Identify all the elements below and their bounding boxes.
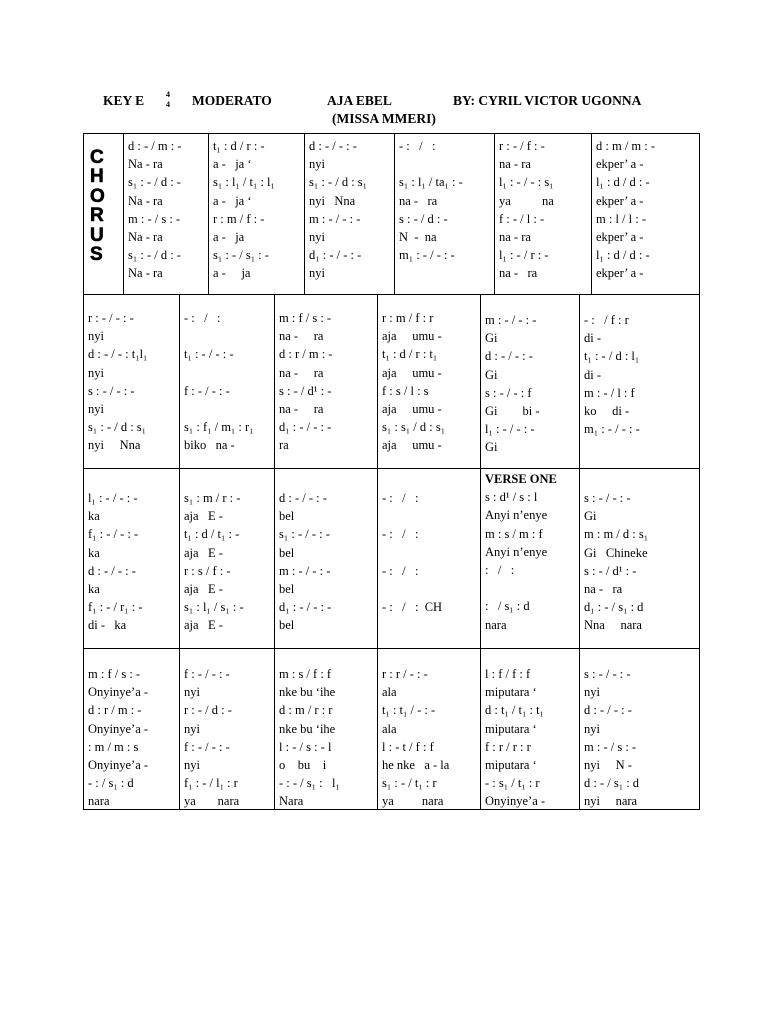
solfa-line: s : - / - : - — [584, 667, 631, 681]
score-cell — [591, 134, 700, 295]
solfa-line: t₁ : t₁ / - : - — [382, 703, 436, 718]
score-cell — [83, 295, 179, 469]
solfa-line: s₁ : - / s₁ : - — [213, 248, 269, 263]
lyric-line: na - ra — [279, 365, 324, 380]
lyric-line: Onyinye’a - — [88, 758, 149, 773]
solfa-line: l : f / f : f — [485, 667, 531, 681]
score-row-1 — [83, 133, 700, 295]
composer-credit: BY: CYRIL VICTOR UGONNA — [453, 93, 642, 108]
time-signature-bottom: 4 — [166, 100, 170, 109]
solfa-line: l₁ : d / d : - — [596, 248, 650, 263]
solfa-line: m₁ : - / - : - — [584, 422, 640, 437]
score-cell — [208, 134, 304, 295]
lyric-line: na - ra — [399, 193, 438, 208]
lyric-line: aja umu - — [382, 329, 442, 344]
lyric-line: nyi nara — [584, 794, 638, 809]
lyric-line — [382, 544, 476, 562]
lyric-line: na - ra — [499, 230, 531, 245]
lyric-line — [184, 364, 270, 382]
score-cell — [579, 469, 700, 649]
key-label: KEY E — [103, 93, 145, 108]
score-cell — [377, 295, 480, 469]
chorus-letter: H — [90, 166, 104, 188]
lyric-line: ka — [88, 582, 100, 597]
lyric-line: nyi — [309, 157, 325, 172]
solfa-line: d₁ : - / - : - — [279, 600, 332, 615]
lyric-line: Gi — [584, 509, 597, 524]
lyric-line: Na - ra — [128, 230, 163, 245]
solfa-line: d : m / m : - — [596, 139, 656, 153]
lyric-line: na - ra — [584, 582, 623, 597]
solfa-line: - : - / s₁ : l₁ — [279, 776, 340, 791]
solfa-line: f : - / - : - — [184, 739, 230, 754]
solfa-line: m : f / s : - — [279, 311, 332, 325]
solfa-line: f : r / r : r — [485, 739, 531, 754]
solfa-line: d : - / - : - — [309, 139, 357, 153]
solfa-line: l : - / s : - l — [279, 739, 332, 754]
lyric-line: di - ka — [88, 618, 127, 633]
lyric-line: ya nara — [184, 794, 240, 809]
solfa-line: l₁ : - / r : - — [499, 248, 549, 263]
solfa-line: m : - / - : - — [279, 563, 331, 578]
chorus-letter: S — [90, 244, 103, 266]
lyric-line — [382, 507, 476, 525]
solfa-line: - : / s₁ : d — [88, 776, 134, 791]
score-cell — [377, 649, 480, 809]
solfa-line: d : r / m : - — [279, 347, 333, 362]
score-cell — [274, 469, 377, 649]
solfa-line: - : / : — [399, 139, 436, 153]
solfa-line: s₁ : - / t₁ : r — [382, 776, 437, 791]
lyric-line — [485, 579, 575, 597]
lyric-line: ra — [279, 438, 289, 453]
solfa-line: l₁ : - / - : - — [485, 422, 535, 437]
chorus-letter: C — [90, 147, 104, 168]
score-cell — [83, 649, 179, 809]
solfa-line: : / s₁ : d — [485, 599, 530, 614]
lyric-line: di - — [584, 367, 602, 382]
solfa-line: f₁ : - / r₁ : - — [88, 600, 143, 615]
solfa-line: d₁ : - / s₁ : d — [584, 600, 644, 615]
solfa-line: t₁ : - / - : - — [184, 347, 234, 362]
lyric-line: o bu i — [279, 758, 327, 773]
solfa-line: f : - / l : - — [499, 211, 545, 226]
lyric-line: Onyinye’a - — [485, 794, 546, 809]
solfa-line: l₁ : - / - : - — [88, 491, 138, 505]
solfa-line: s : - / - : - — [584, 491, 631, 505]
lyric-line: Gi — [485, 331, 498, 346]
solfa-line: d : - / - : t₁l₁ — [88, 347, 148, 362]
lyric-line: Gi — [485, 440, 498, 455]
score-cell — [123, 134, 208, 295]
solfa-line: t₁ : d / r : - — [213, 139, 265, 153]
solfa-line: l₁ : d / d : - — [596, 175, 650, 190]
solfa-line: f : - / - : - — [184, 383, 230, 398]
time-signature-top: 4 — [166, 90, 170, 99]
lyric-line: Onyinye’a - — [88, 721, 149, 736]
solfa-line: d : r / m : - — [88, 703, 142, 718]
solfa-line: s₁ : l₁ / ta₁ : - — [399, 175, 463, 190]
solfa-line: s : - / - : f — [485, 385, 532, 400]
solfa-line: s₁ : - / d : s₁ — [88, 420, 147, 435]
solfa-line: t₁ : d / t₁ : - — [184, 527, 240, 542]
solfa-line: m : - / s : - — [584, 739, 637, 754]
solfa-line: d₁ : - / - : - — [279, 420, 332, 435]
lyric-line: aja E - — [184, 545, 223, 560]
score-cell — [494, 134, 591, 295]
solfa-line: m : m / d : s₁ — [584, 527, 649, 542]
lyric-line: Onyinye’a - — [88, 685, 149, 700]
solfa-line: f₁ : - / l₁ : r — [184, 776, 238, 791]
score-cell — [179, 649, 274, 809]
lyric-line: bel — [279, 582, 295, 597]
solfa-line: s₁ : - / d : - — [128, 248, 181, 263]
lyric-line: na - ra — [279, 329, 324, 344]
verse-one-heading: VERSE ONE — [485, 472, 557, 486]
solfa-line: s₁ : l₁ / s₁ : - — [184, 600, 244, 615]
lyric-line — [184, 327, 270, 345]
solfa-line: : m / m : s — [88, 739, 139, 754]
solfa-line: d : - / - : - — [584, 703, 632, 718]
lyric-line: bel — [279, 509, 295, 524]
lyric-line: miputara ‘ — [485, 721, 537, 736]
solfa-line: s₁ : m / r : - — [184, 491, 241, 505]
solfa-line: s : - / - : - — [88, 383, 135, 398]
solfa-line: m : - / l : f — [584, 385, 635, 400]
solfa-line: f₁ : - / - : - — [88, 527, 139, 542]
lyric-line: nyi — [584, 685, 600, 700]
solfa-line: m : f / s : - — [88, 667, 141, 681]
solfa-line: m : l / l : - — [596, 211, 646, 226]
solfa-line: - : / : — [382, 491, 419, 505]
lyric-line: Nna nara — [584, 618, 642, 633]
verse-one-lines — [485, 488, 575, 634]
solfa-line: d : t₁ / t₁ : t₁ — [485, 703, 544, 718]
lyric-line — [399, 264, 490, 282]
lyric-line: nyi — [88, 329, 104, 344]
lyric-line — [184, 400, 270, 418]
solfa-line: s₁ : - / d : - — [128, 175, 181, 190]
lyric-line: ko di - — [584, 404, 630, 419]
solfa-line: s₁ : f₁ / m₁ : r₁ — [184, 420, 254, 435]
solfa-line: f : - / - : - — [184, 667, 230, 681]
lyric-line: nyi — [309, 230, 325, 245]
song-subtitle: (MISSA MMERI) — [332, 111, 436, 126]
lyric-line: ya nara — [382, 794, 444, 809]
chorus-label-cell — [83, 134, 123, 295]
solfa-line: - : s₁ / t₁ : r — [485, 776, 540, 791]
solfa-line: s : - / d¹ : - — [584, 563, 637, 578]
score-cell — [304, 134, 394, 295]
lyric-line: aja E - — [184, 618, 223, 633]
lyric-line: ekper’ a - — [596, 230, 644, 245]
solfa-line: d : m / r : r — [279, 703, 333, 718]
lyric-line: Gi bi - — [485, 404, 540, 419]
lyric-line: na - ra — [499, 157, 531, 172]
solfa-line: s₁ : s₁ / d : s₁ — [382, 420, 446, 435]
score-row-4 — [83, 648, 700, 810]
score-cell — [480, 295, 579, 469]
lyric-line: Anyi n’enye — [485, 544, 548, 559]
chorus-letter: R — [90, 205, 104, 227]
lyric-line: aja umu - — [382, 438, 442, 453]
lyric-line: nara — [88, 794, 110, 809]
lyric-line: bel — [279, 545, 295, 560]
lyric-line: Nara — [279, 794, 304, 809]
solfa-line: - : / : — [382, 563, 419, 578]
lyric-line: nyi N - — [584, 758, 632, 773]
solfa-line: m : - / - : - — [485, 313, 537, 327]
lyric-line: a - ja — [213, 266, 251, 281]
lyric-line: a - ja ‘ — [213, 193, 252, 208]
solfa-line: - : / : — [184, 311, 221, 325]
solfa-line: r : - / d : - — [184, 703, 232, 718]
lyric-line: nyi Nna — [88, 438, 141, 453]
solfa-line: r : - / f : - — [499, 139, 545, 153]
lyric-line: Gi Chineke — [584, 545, 648, 560]
score-cell — [274, 295, 377, 469]
solfa-line: m₁ : - / - : - — [399, 248, 455, 263]
solfa-line: r : r / - : - — [382, 667, 428, 681]
score-row-3 — [83, 468, 700, 649]
lyric-line: ala — [382, 685, 397, 700]
solfa-line: l₁ : - / - : s₁ — [499, 175, 554, 190]
solfa-line: - : / : CH — [382, 600, 443, 615]
lyric-line: ka — [88, 545, 100, 560]
lyric-line: ya na — [499, 193, 554, 208]
lyric-line — [382, 580, 476, 598]
lyric-line: nyi — [309, 266, 325, 281]
score-cell — [83, 469, 179, 649]
lyric-line: di - — [584, 331, 602, 346]
solfa-line: d : - / s₁ : d — [584, 776, 640, 791]
lyric-line: he nke a - la — [382, 758, 450, 773]
solfa-line: r : m / f : r — [382, 311, 434, 325]
chorus-letter: O — [90, 185, 105, 207]
lyric-line: ekper’ a - — [596, 157, 644, 172]
lyric-line: Na - ra — [128, 157, 163, 172]
solfa-line: d : - / - : - — [485, 349, 533, 364]
score-cell — [579, 649, 700, 809]
lyric-line: aja umu - — [382, 402, 442, 417]
lyric-line: nyi — [184, 721, 200, 736]
chorus-letter: U — [90, 224, 104, 246]
lyric-line — [382, 616, 476, 634]
solfa-line: m : s / m : f — [485, 526, 543, 541]
solfa-line: - : / : — [382, 527, 419, 542]
lyric-line: aja umu - — [382, 365, 442, 380]
solfa-line: d₁ : - / - : - — [309, 248, 362, 263]
solfa-line: r : - / - : - — [88, 311, 134, 325]
lyric-line: nke bu ‘ihe — [279, 721, 336, 736]
score-cell — [394, 134, 494, 295]
solfa-line: d : - / - : - — [88, 563, 136, 578]
lyric-line: na - ra — [499, 266, 538, 281]
solfa-line: d : - / m : - — [128, 139, 182, 153]
lyric-line: miputara ‘ — [485, 758, 537, 773]
solfa-line: t₁ : - / d : l₁ — [584, 349, 640, 364]
tempo-label: MODERATO — [192, 93, 272, 108]
solfa-line: r : m / f : - — [213, 211, 265, 226]
lyric-line: a - ja ‘ — [213, 157, 252, 172]
solfa-line: s₁ : l₁ / t₁ : l₁ — [213, 175, 275, 190]
solfa-line: s : d¹ / s : l — [485, 490, 538, 505]
lyric-line: nara — [485, 617, 507, 632]
lyric-line: nyi Nna — [309, 193, 356, 208]
score-cell — [179, 469, 274, 649]
time-signature — [166, 90, 170, 109]
solfa-line: : / : — [485, 563, 515, 578]
solfa-line: - : / f : r — [584, 313, 629, 327]
lyric-line: aja E - — [184, 509, 223, 524]
lyric-line: nke bu ‘ihe — [279, 685, 336, 700]
lyric-line: biko na - — [184, 438, 235, 453]
score-cell — [377, 469, 480, 649]
lyric-line: Na - ra — [128, 193, 163, 208]
lyric-line: N - na — [399, 230, 437, 245]
lyric-line: a - ja — [213, 230, 245, 245]
solfa-line: m : - / - : - — [309, 211, 361, 226]
chorus-label — [90, 148, 105, 264]
lyric-line: Gi — [485, 367, 498, 382]
score-cell — [179, 295, 274, 469]
solfa-line: d : - / - : - — [279, 491, 327, 505]
lyric-line: nyi — [184, 758, 200, 773]
score-row-2 — [83, 294, 700, 469]
solfa-line: m : s / f : f — [279, 667, 332, 681]
solfa-line: s₁ : - / d : s₁ — [309, 175, 368, 190]
lyric-line — [584, 438, 695, 456]
solfa-line: s : - / d¹ : - — [279, 383, 332, 398]
score-cell — [579, 295, 700, 469]
solfa-line: m : - / s : - — [128, 211, 181, 226]
solfa-line: t₁ : d / r : t₁ — [382, 347, 438, 362]
lyric-line: Na - ra — [128, 266, 163, 281]
score-cell — [274, 649, 377, 809]
lyric-line: ekper’ a - — [596, 193, 644, 208]
lyric-line — [399, 155, 490, 173]
score-cell-verse — [480, 469, 579, 649]
lyric-line: ala — [382, 721, 397, 736]
solfa-line: l : - t / f : f — [382, 739, 434, 754]
lyric-line: Anyi n’enye — [485, 508, 548, 523]
lyric-line: aja E - — [184, 582, 223, 597]
lyric-line: ka — [88, 509, 100, 524]
score-cell — [480, 649, 579, 809]
lyric-line: na - ra — [279, 402, 324, 417]
lyric-line: nyi — [88, 402, 104, 417]
solfa-line: s : - / d : - — [399, 211, 448, 226]
lyric-line: nyi — [88, 365, 104, 380]
lyric-line: ekper’ a - — [596, 266, 644, 281]
lyric-line: miputara ‘ — [485, 685, 537, 700]
lyric-line: nyi — [584, 721, 600, 736]
lyric-line: nyi — [184, 685, 200, 700]
lyric-line: bel — [279, 618, 295, 633]
solfa-line: f : s / l : s — [382, 383, 429, 398]
solfa-line: r : s / f : - — [184, 563, 231, 578]
song-title: AJA EBEL — [327, 93, 392, 108]
solfa-line: s₁ : - / - : - — [279, 527, 330, 542]
